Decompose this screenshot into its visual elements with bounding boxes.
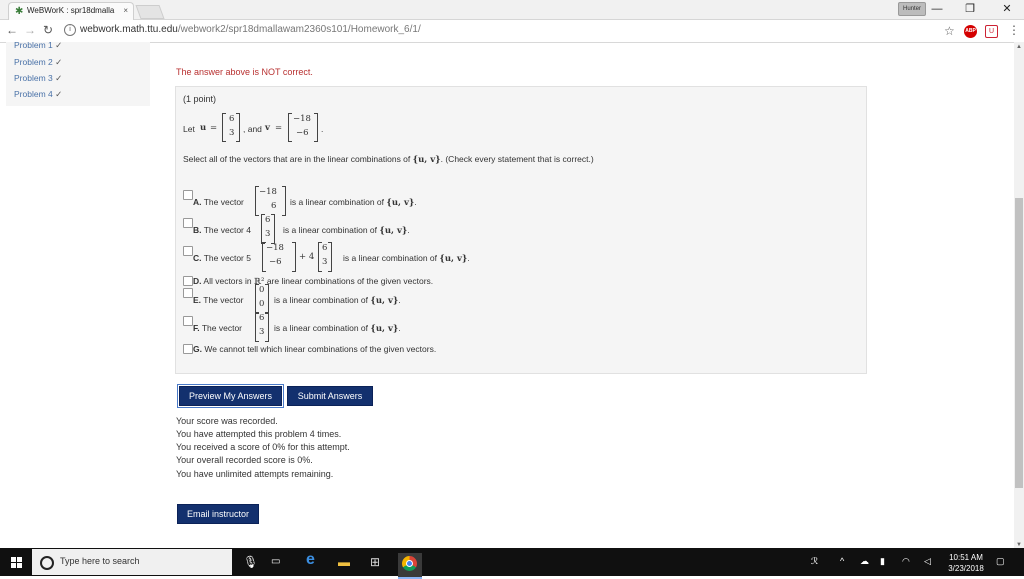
- option-a-entry-1: −18: [259, 187, 277, 197]
- minimize-button[interactable]: —: [931, 3, 943, 15]
- clock[interactable]: [944, 552, 988, 574]
- chrome-taskbar-icon[interactable]: [398, 553, 422, 579]
- and-text: , and: [243, 124, 262, 134]
- score-message: You have unlimited attempts remaining.: [176, 469, 334, 479]
- battery-icon[interactable]: ▮: [880, 556, 885, 566]
- option-f-checkbox[interactable]: [183, 316, 193, 326]
- onedrive-icon[interactable]: ☁: [860, 556, 869, 566]
- option-c-v2-entry-2: 3: [322, 257, 328, 267]
- adblock-icon[interactable]: ABP: [964, 25, 977, 38]
- option-c-v1-entry-1: −18: [266, 243, 284, 253]
- v-entry-1: −18: [293, 114, 311, 124]
- option-e-entry-2: 0: [259, 299, 265, 309]
- v-left-bracket: [288, 113, 292, 142]
- url-host: webwork.math.ttu.edu: [80, 24, 178, 35]
- people-icon[interactable]: ℛ: [811, 556, 819, 566]
- profile-button[interactable]: Hunter: [898, 2, 926, 16]
- score-message: You received a score of 0% for this attempt.: [176, 442, 350, 452]
- option-a-entry-2: 6: [271, 201, 277, 211]
- score-message: Your overall recorded score is 0%.: [176, 455, 313, 465]
- sidebar-item-problem-1[interactable]: Problem 1 ✓: [14, 40, 63, 50]
- option-c-tail: is a linear combination of {u, v}.: [343, 253, 470, 264]
- microphone-icon[interactable]: 🎙: [243, 555, 259, 569]
- option-f-entry-1: 6: [259, 313, 265, 323]
- option-g-label: G. We cannot tell which linear combinations of the given vectors.: [193, 344, 437, 354]
- task-view-icon[interactable]: ▭: [271, 556, 281, 567]
- sidebar-item-problem-3[interactable]: Problem 3 ✓: [14, 73, 63, 83]
- sidebar-item-problem-4[interactable]: Problem 4 ✓: [14, 89, 63, 99]
- cortana-icon: [40, 556, 54, 570]
- wifi-icon[interactable]: ◠: [902, 556, 910, 566]
- scroll-down-icon[interactable]: ▼: [1016, 542, 1022, 548]
- site-info-icon[interactable]: i: [64, 24, 76, 36]
- option-c-right-bracket-1: [292, 242, 296, 272]
- option-f-entry-2: 3: [259, 327, 265, 337]
- v-symbol: v: [265, 123, 270, 133]
- option-e-label: E. The vector: [193, 295, 244, 305]
- option-e-checkbox[interactable]: [183, 288, 193, 298]
- edge-icon[interactable]: e: [306, 551, 315, 568]
- u-left-bracket: [222, 113, 226, 142]
- email-instructor-button[interactable]: Email instructor: [177, 504, 259, 524]
- url-path: /webwork2/spr18dmallawam2360s101/Homework_6/1/: [177, 24, 421, 35]
- option-c-checkbox[interactable]: [183, 246, 193, 256]
- file-explorer-icon[interactable]: ▬: [338, 555, 350, 569]
- browser-tab[interactable]: [8, 2, 134, 20]
- let-text: Let: [183, 124, 195, 134]
- option-e-right-bracket: [265, 284, 269, 314]
- scroll-up-icon[interactable]: ▲: [1016, 44, 1022, 50]
- point-value: (1 point): [183, 94, 217, 104]
- clock-date: 3/23/2018: [948, 564, 984, 573]
- url-input[interactable]: [62, 22, 952, 39]
- submit-answers-button[interactable]: Submit Answers: [287, 386, 373, 406]
- taskbar: [0, 548, 1024, 576]
- address-bar-row: [0, 20, 1024, 43]
- option-c-label: C. The vector 5: [193, 253, 251, 263]
- sidebar-item-problem-2[interactable]: Problem 2 ✓: [14, 57, 63, 67]
- score-message: You have attempted this problem 4 times.: [176, 429, 342, 439]
- score-message: Your score was recorded.: [176, 416, 278, 426]
- clock-time: 10:51 AM: [949, 553, 983, 562]
- u-entry-1: 6: [229, 114, 235, 124]
- chrome-menu-icon[interactable]: ⋮: [1008, 23, 1020, 37]
- option-c-v1-entry-2: −6: [269, 257, 282, 267]
- option-e-tail: is a linear combination of {u, v}.: [274, 295, 401, 306]
- tray-expand-icon[interactable]: ^: [840, 556, 845, 566]
- option-g-checkbox[interactable]: [183, 344, 193, 354]
- webwork-favicon-icon: ✱: [15, 6, 24, 17]
- option-b-label: B. The vector 4: [193, 225, 251, 235]
- option-f-tail: is a linear combination of {u, v}.: [274, 323, 401, 334]
- tab-close-icon[interactable]: ×: [123, 6, 128, 15]
- option-b-checkbox[interactable]: [183, 218, 193, 228]
- option-d-label: D. All vectors in ℝ² are linear combinations of the given vectors.: [193, 276, 434, 287]
- option-b-right-bracket: [271, 214, 275, 244]
- back-arrow-icon[interactable]: ←: [6, 23, 18, 37]
- option-f-right-bracket: [265, 312, 269, 342]
- option-a-checkbox[interactable]: [183, 190, 193, 200]
- restore-button[interactable]: ❐: [965, 3, 975, 15]
- tab-title: WeBWorK : spr18dmalla: [27, 6, 115, 15]
- option-a-right-bracket: [282, 186, 286, 216]
- new-tab-button[interactable]: [135, 5, 164, 19]
- option-e-entry-1: 0: [259, 285, 265, 295]
- preview-answers-button[interactable]: Preview My Answers: [179, 386, 282, 406]
- option-b-entry-2: 3: [265, 229, 271, 239]
- answer-status-message: The answer above is NOT correct.: [176, 67, 313, 77]
- taskbar-search-input[interactable]: [32, 549, 232, 575]
- extension-icon[interactable]: U: [985, 25, 998, 38]
- v-right-bracket: [314, 113, 318, 142]
- option-c-plus: + 4: [299, 252, 315, 262]
- option-d-checkbox[interactable]: [183, 276, 193, 286]
- url-text: [80, 24, 421, 35]
- equals-sign: =: [210, 123, 218, 133]
- u-right-bracket: [236, 113, 240, 142]
- instruction-text: Select all of the vectors that are in the linear combinations of {u, v}. (Check every statement that is correct.): [183, 154, 594, 165]
- equals-sign: =: [275, 123, 283, 133]
- option-a-tail: is a linear combination of {u, v}.: [290, 197, 417, 208]
- u-symbol: u: [200, 123, 207, 133]
- u-entry-2: 3: [229, 128, 235, 138]
- windows-start-icon[interactable]: [11, 557, 22, 568]
- close-window-button[interactable]: ✕: [1002, 3, 1012, 15]
- notifications-icon[interactable]: ▢: [996, 556, 1005, 566]
- forward-arrow-icon[interactable]: →: [24, 23, 36, 37]
- option-b-entry-1: 6: [265, 215, 271, 225]
- tab-strip: [0, 0, 1024, 20]
- option-b-tail: is a linear combination of {u, v}.: [283, 225, 410, 236]
- search-placeholder: Type here to search: [60, 556, 140, 566]
- scrollbar-thumb[interactable]: [1015, 198, 1023, 488]
- v-entry-2: −6: [296, 128, 309, 138]
- option-a-label: A. The vector: [193, 197, 244, 207]
- reload-icon[interactable]: ↻: [43, 23, 54, 37]
- vertical-scrollbar[interactable]: [1014, 42, 1024, 548]
- volume-icon[interactable]: ◁: [924, 556, 931, 566]
- bookmark-star-icon[interactable]: ☆: [944, 24, 955, 38]
- period: .: [321, 124, 324, 134]
- store-icon[interactable]: ⊞: [370, 555, 381, 569]
- option-c-right-bracket-2: [328, 242, 332, 272]
- option-c-v2-entry-1: 6: [322, 243, 328, 253]
- option-f-label: F. The vector: [193, 323, 242, 333]
